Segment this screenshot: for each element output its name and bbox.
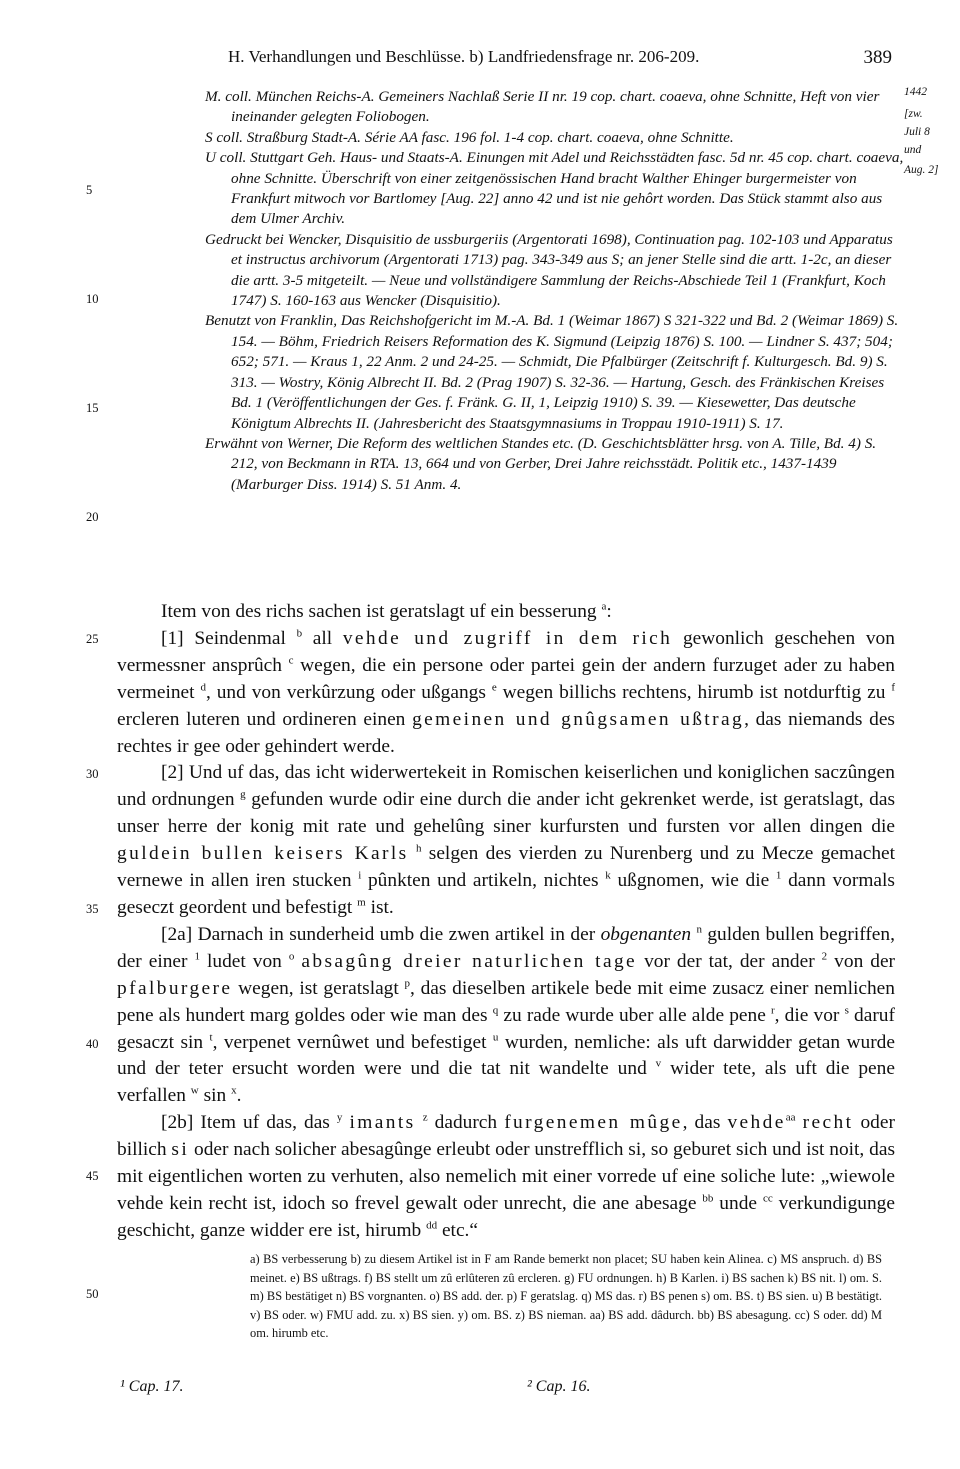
line-number: 10 <box>86 292 99 306</box>
margin-date-zw: [zw. <box>904 108 923 120</box>
footnotes: a) BS verbesserung b) zu diesem Artikel ist in F am Rande bemerkt non placet; SU haben kein Alinea. c) MS anspruch. d) BS meinet. e) BS ußtrags. f) BS stellt um zû erlûteren zû ercleren. g) FU ordnungen. h) B Karlen. i) BS sachen k) BS nit. l) om. S. m) BS bestätiget n) BS vorgnanten. o) BS add. der. p) F geratslag. q) MS das. r) BS penen s) om. BS. t) BS sien. u) B bestätigt. v) BS oder. w) FMU add. zu. x) BS sien. y) om. BS. z) BS nieman. aa) BS add. dâdurch. bb) BS abesagung. cc) S oder. dd) M om. hirumb etc. <box>250 1252 882 1341</box>
article-number: [2b] <box>161 1112 194 1134</box>
article-2b: [2b] Item uf das, das $^y$ imants $^z$ dadurch furgenemen mûge, das vehde$^{aa}$ recht oder billich si oder nach solicher abesagûnge erleubt oder unstrefflich si, so geburet sich und ist noit, das mit eigentlichen worten zu verhuten, also nemelich mit einer vorrede uf eine soliche lute: „wiewole vehde kein recht ist, idoch so frevel gewalt oder unrecht, die ane abesage $^{bb}$ unde $^{cc}$ verkundigunge geschicht, ganze widder ere ist, hirumb $^{dd}$ etc.“ <box>117 1111 895 1241</box>
margin-date-juli: Juli 8 <box>904 126 930 138</box>
line-number: 50 <box>86 1287 99 1301</box>
bottom-note-left: ¹ Cap. 17. <box>120 1378 184 1395</box>
article-2a: [2a] Darnach in sunderheid umb die zwen artikel in der obgenanten $^n$ gulden bullen begriffen, der einer $^1$ ludet von $^o$ absagûng dreier naturlichen tage vor der tat, der ander $^2$ von der pfalburgere wegen, ist geratslagt $^p$, das dieselben artikele bede mit eime zusacz einer nemlichen pene als hundert marg goldes oder wie man des $^q$ zu rade wurde uber alle alde pene $^r$, die vor $^s$ daruf gesaczt sin $^t$, verpenet vernûwet und befestiget $^u$ wurden, nemliche: als uft darwidder getan wurde und der teter ersucht worden were und die tat nit wandelte und $^v$ wider tete, als uft die pene verfallen $^w$ sin $^x$. <box>117 923 896 1107</box>
article-1: [1] Seindenmal $^b$ all vehde und zugriff in dem rich gewonlich geschehen von vermessner ansprûch $^c$ wegen, die ein persone oder partei gein der andern furzuget ader zu haben vermeinet $^d$, und von verkûrzung oder ußgangs $^e$ wegen billichs rechtens, hirumb ist notdurftig zu $^f$ ercleren luteren und ordineren einen gemeinen und gnûgsamen ußtrag, das niemands des rechtes ir gee oder gehindert werde. <box>117 627 895 757</box>
line-number: 20 <box>86 510 99 524</box>
page-number: 389 <box>863 47 892 68</box>
line-number: 35 <box>86 902 99 916</box>
line-number: 25 <box>86 632 99 646</box>
margin-date-und: und <box>904 144 922 156</box>
article-2: [2] Und uf das, das icht widerwertekeit in Romischen keiserlichen und koniglichen saczûngen und ordnungen $^g$ gefunden wurde odir eine durch die ander icht gekrenket werde, ist geratslagt, das unser herre der konig mit rate und gehelûng siner kurfursten und fursten vor allen dingen die guldein bullen keisers Karls $^h$ selgen des vierden zu Nurenberg und zu Mecze gemachet vernewe in allen iren stucken $^i$ pûnkten und artikeln, nichtes $^k$ ußgnomen, wie die $^1$ dann vormals geseczt geordent und befestigt $^m$ ist. <box>117 762 896 918</box>
bottom-note-right: ² Cap. 16. <box>527 1378 591 1395</box>
source-m-coll: M. coll. München Reichs-A. Gemeiners Nachlaß Serie II nr. 19 cop. chart. coaeva, ohne Schnitte, Heft von vier ineinander gelegten Foliobogen. <box>205 88 880 126</box>
line-number: 15 <box>86 401 99 415</box>
main-text <box>117 599 895 1245</box>
line-number: 45 <box>86 1169 99 1183</box>
source-u-coll: U coll. Stuttgart Geh. Haus- und Staats-A. Einungen mit Adel und Reichsstädten fasc. 5d nr. 45 cop. chart. coaeva, ohne Schnitte. Überschrift von einer zeitgenössischen Hand bracht Walther Ehinger burgermeister von Frankfurt mitwoch vor Bartlomey [Aug. 22] anno 42 und ist nie gehôrt worden. Das Stück stammt also aus dem Ulmer Archiv. <box>205 149 904 228</box>
literature-used: Benutzt von Franklin, Das Reichshofgericht im M.-A. Bd. 1 (Weimar 1867) S 321-322 und Bd. 2 (Weimar 1869) S. 154. — Böhm, Friedrich Reisers Reformation des K. Sigmund (Leipzig 1876) S. 100. — Lindner S. 437; 504; 652; 571. — Kraus 1, 22 Anm. 2 und 24-25. — Schmidt, Die Pfalbürger (Zeitschrift f. Kulturgesch. Bd. 9) S. 313. — Wostry, König Albrecht II. Bd. 2 (Prag 1907) S. 32-36. — Hartung, Gesch. des Fränkischen Kreises Bd. 1 (Veröffentlichungen der Ges. f. Fränk. G. II, 1, Leipzig 1910) S. 39. — Kiesewetter, Das deutsche Königtum Albrechts II. (Jahresbericht des Staatsgymnasiums in Troppau 1910-1911) S. 17. <box>205 312 899 432</box>
article-number: [1] <box>161 627 184 649</box>
source-apparatus <box>205 87 905 495</box>
running-title: H. Verhandlungen und Beschlüsse. b) Landfriedensfrage nr. 206-209. <box>228 47 700 66</box>
article-number: [2a] <box>161 923 193 945</box>
margin-date-year: 1442 <box>904 86 927 98</box>
literature-mentioned: Erwähnt von Werner, Die Reform des weltlichen Standes etc. (D. Geschichtsblätter hrsg. von A. Tille, Bd. 4) S. 212, von Beckmann in RTA. 13, 664 und von Gerber, Drei Jahre reichsstädt. Politik etc., 1437-1439 (Marburger Diss. 1914) S. 51 Anm. 4. <box>205 434 877 493</box>
article-number: [2] <box>161 762 184 784</box>
source-s-coll: S coll. Straßburg Stadt-A. Série AA fasc. 196 fol. 1-4 cop. chart. coaeva, ohne Schnitte. <box>205 128 734 146</box>
section-title: Item von des richs sachen ist geratslagt uf ein besserung $^a$: <box>161 600 612 622</box>
line-number: 5 <box>86 183 93 197</box>
line-number: 30 <box>86 767 99 781</box>
margin-date-aug: Aug. 2] <box>904 164 939 176</box>
line-number: 40 <box>86 1037 99 1051</box>
printed-editions: Gedruckt bei Wencker, Disquisitio de ussburgeriis (Argentorati 1698), Continuation pag. 102-103 und Apparatus et instructus archivorum (Argentorati 1713) pag. 343-349 aus S; an jener Stelle sind die artt. 1-2c, an dieser die artt. 3-5 mitgeteilt. — Neue und vollständigere Sammlung der Reichs-Abschiede Teil 1 (Frankfurt, Koch 1747) S. 160-163 aus Wencker (Disquisitio). <box>205 230 893 310</box>
